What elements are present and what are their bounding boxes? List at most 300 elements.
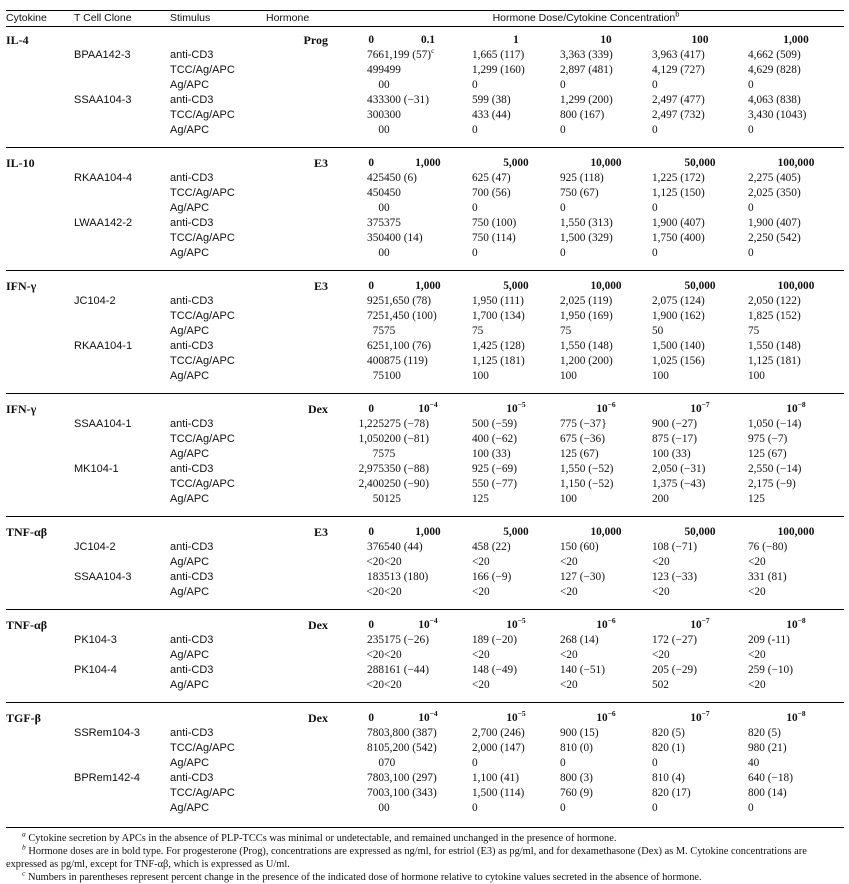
cell-value: 0 [560,247,566,259]
cell-value: 766 [367,49,384,61]
cell-value: 1,200 (200) [560,355,613,367]
dose-exponent: −6 [607,616,616,626]
table-cell [472,417,560,432]
dose-exponent: −4 [429,400,438,410]
cell-value: <20 [366,556,384,568]
cytokine-blank [6,309,74,324]
table-row [6,309,844,324]
table-cell [472,231,560,246]
table-cell [384,48,472,63]
table-cell [748,741,844,756]
table-cell [560,771,652,786]
dose-value: 100 [691,34,709,46]
cell-value: 0 [384,124,390,136]
table-cell [328,354,384,369]
cell-value: 502 [652,679,669,691]
cytokine-blank [6,123,74,148]
table-cell [652,786,748,801]
table-cell [472,585,560,610]
table-cell [384,801,472,825]
table-cell [652,678,748,703]
table-cell [748,294,844,309]
dose-value: 10,000 [560,271,652,295]
cell-value: 810 (4) [652,772,685,784]
dose-row [6,148,844,172]
cell-value: 268 (14) [560,634,599,646]
table-cell [560,186,652,201]
cell-value: 2,497 (477) [652,94,705,106]
table-cell [384,63,472,78]
clone-name [74,492,170,517]
cell-value: 259 (−10) [748,664,793,676]
cell-value: 0 [560,202,566,214]
dose-row [6,610,844,634]
cell-value: 0 [748,247,754,259]
hormone-blank [266,771,328,786]
dose-value: $10^{-5}$ [472,610,560,634]
table-row [6,201,844,216]
footnote-text: Numbers in parentheses represent percent change in the presence of the indicated dose of hormone relative to cytokine values secreted in the absence of hormone. [27,872,702,883]
cytokine-blank [6,432,74,447]
table-cell [560,63,652,78]
header-hormone: Hormone [266,11,328,27]
table-cell [384,324,472,339]
header-cytokine: Cytokine [6,11,74,27]
table-cell [652,648,748,663]
cell-value: 75 [372,325,384,337]
table-cell [328,741,384,756]
hormone-blank [266,216,328,231]
cell-value: 433 [367,94,384,106]
footnote [6,842,844,871]
cell-value: <20 [472,586,490,598]
table-cell [748,369,844,394]
stimulus-name: anti-CD3 [170,727,214,739]
clone-name [74,354,170,369]
table-cell [748,633,844,648]
table-cell [384,648,472,663]
table-cell [748,432,844,447]
cell-value: 820 (1) [652,742,685,754]
hormone-blank [266,339,328,354]
table-cell [384,447,472,462]
table-row [6,231,844,246]
table-cell [384,726,472,741]
cell-value: 5,200 (542) [384,742,437,754]
hormone-blank [266,123,328,148]
cell-value: 925 [367,295,384,307]
cell-value: 100 [384,370,401,382]
cell-value: 0 [472,247,478,259]
table-cell [748,108,844,123]
table-cell [748,186,844,201]
cell-value: 200 [652,493,669,505]
dose-exponent: −8 [797,400,806,410]
table-row [6,63,844,78]
table-cell [652,78,748,93]
cell-value: 1,550 (313) [560,217,613,229]
table-row [6,354,844,369]
cell-value: 1,900 (162) [652,310,705,322]
stimulus-name: anti-CD3 [170,664,214,676]
group-2 [6,271,844,394]
cell-value: 0 [472,802,478,814]
table-cell [384,540,472,555]
clone-name: RKAA104-1 [74,340,133,352]
dose-value: 0 [328,271,384,295]
cell-value: 1,550 (−52) [560,463,614,475]
hormone-blank [266,201,328,216]
clone-name: JC104-2 [74,295,116,307]
cell-value: 3,100 (343) [384,787,437,799]
table-cell [328,216,384,231]
footnote-mark: a [22,829,26,839]
dose-value: $10^{-4}$ [384,703,472,727]
table-cell [472,663,560,678]
hormone-blank [266,432,328,447]
dose-value: $10^{-7}$ [652,394,748,418]
table-cell [652,462,748,477]
cell-value: 433 (44) [472,109,511,121]
hormone-blank [266,48,328,63]
group-3 [6,394,844,517]
table-cell [328,570,384,585]
cell-value: 235 [367,634,384,646]
hormone-blank [266,309,328,324]
cell-value: 700 (56) [472,187,511,199]
cytokine-name: TNF-αβ [6,517,74,541]
table-cell [384,432,472,447]
cell-value: 0 [472,757,478,769]
cell-value: 400 (−62) [472,433,517,445]
cell-value: 200 (−81) [384,433,429,445]
cell-value: <20 [748,556,766,568]
cell-value: 100 [560,370,577,382]
dose-value: $10^{-6}$ [560,703,652,727]
cell-value: 900 (−27) [652,418,697,430]
hormone-blank [266,63,328,78]
cell-value: <20 [652,556,670,568]
cell-value: 1,125 (150) [652,187,705,199]
table-cell [384,108,472,123]
table-cell [652,369,748,394]
clone-name [74,324,170,339]
dose-value: $10^{-5}$ [472,703,560,727]
cell-value: 125 [748,493,765,505]
cell-value: 140 (−51) [560,664,605,676]
stimulus-name: anti-CD3 [170,571,214,583]
cell-value: 175 (−26) [384,634,429,646]
cell-value: 148 (−49) [472,664,517,676]
table-cell [472,216,560,231]
dose-value: 1 [513,34,519,46]
cell-value: 780 [367,727,384,739]
cell-value: 780 [367,772,384,784]
dose-value: 100,000 [748,148,844,172]
hormone-blank [266,492,328,517]
table-cell [328,585,384,610]
table-cell [328,633,384,648]
cell-value: 75 [560,325,572,337]
dose-row [6,27,844,49]
dose-row [6,394,844,418]
table-cell [652,492,748,517]
cell-value: 0 [748,802,754,814]
cell-value: 1,125 (181) [748,355,801,367]
cytokine-blank [6,756,74,771]
table-cell [560,633,652,648]
clone-name [74,741,170,756]
table-cell [472,447,560,462]
cell-value: 1,225 (172) [652,172,705,184]
cell-value: 150 (60) [560,541,599,553]
table-cell [384,492,472,517]
clone-blank [74,27,170,49]
hormone-blank [266,555,328,570]
table-row [6,369,844,394]
table-cell [652,339,748,354]
cell-value: <20 [366,679,384,691]
table-cell [384,294,472,309]
stimulus-name: anti-CD3 [170,772,214,784]
table-cell [328,231,384,246]
clone-blank [74,610,170,634]
table-cell [472,369,560,394]
dose-exponent: −8 [797,616,806,626]
table-cell [384,93,472,108]
cell-value: 400 (14) [384,232,423,244]
hormone-blank [266,633,328,648]
cytokine-blank [6,294,74,309]
cell-value: 0 [384,79,390,91]
table-cell [560,462,652,477]
clone-blank [74,271,170,295]
stimulus-name: Ag/APC [170,556,210,568]
footnotes [6,829,844,884]
dose-value: 0 [368,34,374,46]
table-cell [652,726,748,741]
cell-value: 1,050 [358,433,384,445]
cytokine-name: IFN-γ [6,394,74,418]
hormone-blank [266,663,328,678]
table-cell [472,339,560,354]
table-cell [328,432,384,447]
cytokine-blank [6,93,74,108]
table-row [6,171,844,186]
stimulus-blank [170,271,266,295]
cell-value: <20 [560,556,578,568]
table-cell [560,756,652,771]
dose-value: $10^{-4}$ [384,610,472,634]
header-dose-cell [328,11,844,27]
table-cell [748,231,844,246]
table-cell [472,648,560,663]
table-cell [384,201,472,216]
table-cell [560,726,652,741]
dose-value: 5,000 [472,148,560,172]
cell-value: <20 [748,586,766,598]
dose-value: 5,000 [472,271,560,295]
cell-value: <20 [560,649,578,661]
clone-name [74,585,170,610]
hormone-blank [266,570,328,585]
clone-name: SSRem104-3 [74,727,141,739]
cell-value: 375 [384,217,401,229]
cell-value: 4,629 (828) [748,64,801,76]
cell-value: 625 [367,340,384,352]
table-cell [560,354,652,369]
stimulus-name: Ag/APC [170,202,210,214]
clone-name [74,246,170,271]
cell-value: 0 [472,202,478,214]
cell-value: <20 [472,679,490,691]
table-cell [560,492,652,517]
table-cell [384,216,472,231]
cytokine-name: TGF-β [6,703,74,727]
table-cell [472,324,560,339]
cytokine-blank [6,648,74,663]
table-row [6,570,844,585]
table-cell [328,678,384,703]
table-cell [652,108,748,123]
clone-name: BPAA142-3 [74,49,131,61]
cell-value: 123 (−33) [652,571,697,583]
cell-value: 108 (−71) [652,541,697,553]
table-cell [748,201,844,216]
table-cell [748,477,844,492]
cell-value: <20 [384,556,402,568]
stimulus-name: Ag/APC [170,448,210,460]
cell-value: 499 [384,64,401,76]
cell-value: 3,363 (339) [560,49,613,61]
cell-value: 1,425 (128) [472,340,525,352]
cell-value: 810 (0) [560,742,593,754]
table-cell [472,171,560,186]
table-row [6,585,844,610]
table-cell [652,771,748,786]
table-cell [652,231,748,246]
table-cell [652,123,748,148]
cell-value: 975 (−7) [748,433,788,445]
table-cell [748,246,844,271]
footnote-text: Cytokine secretion by APCs in the absence of PLP-TCCs was minimal or undetectable, and remained unchanged in the presence of hormone. [28,833,617,844]
dose-value: $10^{-8}$ [748,394,844,418]
stimulus-name: TCC/Ag/APC [170,232,235,244]
clone-name [74,123,170,148]
table-cell [472,201,560,216]
cell-value: 1,150 (−52) [560,478,614,490]
clone-name [74,477,170,492]
cell-value: 0 [378,124,384,136]
table-row [6,492,844,517]
cell-value: 75 [372,370,384,382]
table-cell [652,741,748,756]
dose-value: $10^{-6}$ [560,610,652,634]
cytokine-blank [6,771,74,786]
table-cell [560,648,652,663]
table-cell [652,171,748,186]
cell-value: 900 (15) [560,727,599,739]
hormone-blank [266,171,328,186]
table-cell [560,540,652,555]
cytokine-blank [6,108,74,123]
cell-value: 0 [384,202,390,214]
cell-value: <20 [560,679,578,691]
cell-value: 172 (−27) [652,634,697,646]
cell-value: 425 [367,172,384,184]
header-stimulus: Stimulus [170,11,266,27]
cytokine-blank [6,540,74,555]
cell-value: 70 [384,757,396,769]
cell-value: 675 (−36) [560,433,605,445]
table-cell [472,123,560,148]
hormone-name: E3 [266,148,328,172]
table-cell [328,369,384,394]
cell-value: 75 [472,325,484,337]
cell-value: 0 [652,757,658,769]
table-cell [560,570,652,585]
table-cell [328,417,384,432]
cell-value: 0 [472,124,478,136]
table-cell [652,633,748,648]
dose-value: 10,000 [560,148,652,172]
dose-exponent: −5 [517,400,526,410]
dose-row [6,517,844,541]
cell-value: 376 [367,541,384,553]
table-row [6,741,844,756]
dose-value: $10^{-5}$ [472,394,560,418]
hormone-blank [266,786,328,801]
clone-name: BPRem142-4 [74,772,141,784]
cell-value: 2,025 (119) [560,295,613,307]
table-row [6,324,844,339]
cytokine-blank [6,726,74,741]
table-row [6,678,844,703]
table-cell [384,741,472,756]
cytokine-blank [6,492,74,517]
hormone-blank [266,324,328,339]
table-cell [328,447,384,462]
cell-value: 1,025 (156) [652,355,705,367]
clone-name: JC104-2 [74,541,116,553]
cell-value: 400 [367,355,384,367]
stimulus-name: Ag/APC [170,802,210,814]
hormone-blank [266,585,328,610]
cell-value: 288 [367,664,384,676]
cell-value: 2,075 (124) [652,295,705,307]
dose-row [6,271,844,295]
cell-value: 700 [367,787,384,799]
cell-value: 375 [367,217,384,229]
stimulus-name: Ag/APC [170,79,210,91]
table-cell [748,771,844,786]
cell-value: 50 [652,325,664,337]
cell-value: 2,175 (−9) [748,478,796,490]
cell-value: 550 (−77) [472,478,517,490]
cell-value: 0 [748,124,754,136]
stimulus-name: TCC/Ag/APC [170,742,235,754]
table-cell [748,555,844,570]
table-cell [652,63,748,78]
table-cell [384,186,472,201]
cell-value: 2,275 (405) [748,172,801,184]
cytokine-blank [6,477,74,492]
table-row [6,447,844,462]
header-clone: T Cell Clone [74,11,170,27]
table-cell [748,324,844,339]
footnote [6,829,844,845]
cell-value: 925 (−69) [472,463,517,475]
